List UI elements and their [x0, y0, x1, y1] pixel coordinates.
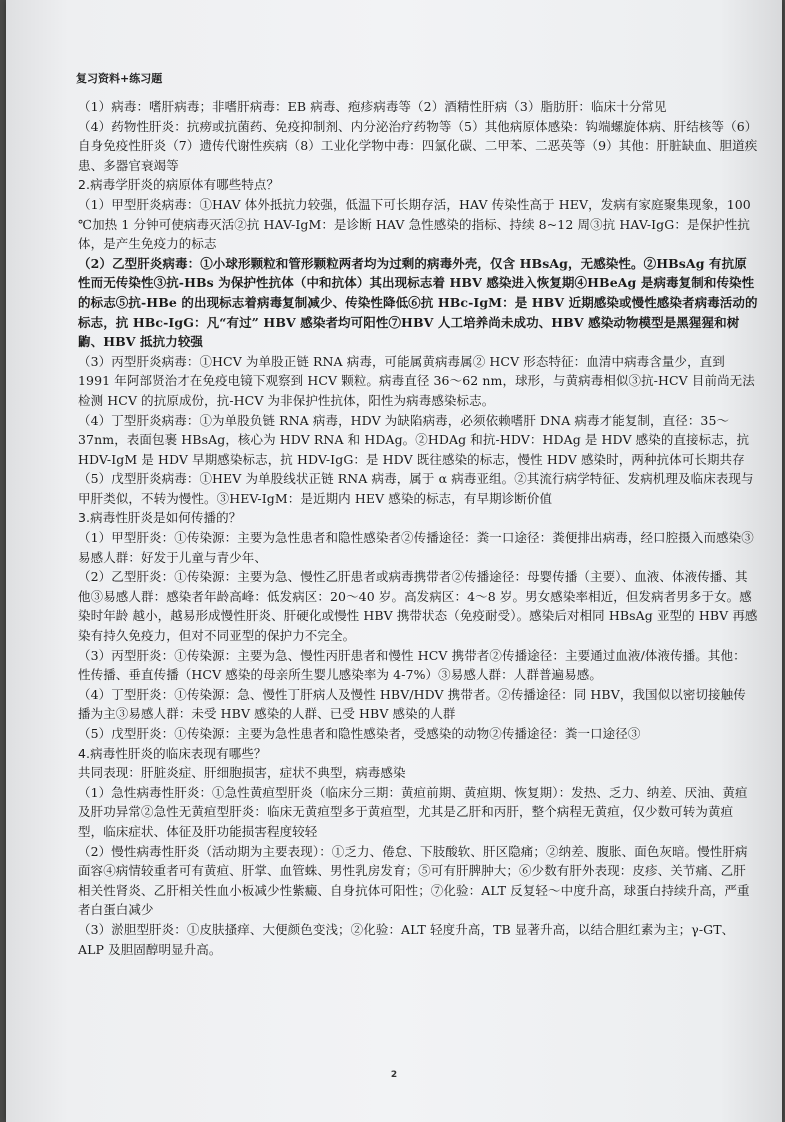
page-header: 复习资料+练习题 [76, 72, 163, 85]
section-heading: 4.病毒性肝炎的临床表现有哪些？ [78, 745, 267, 761]
paragraph: （1）甲型肝炎：①传染源：主要为急性患者和隐性感染者②传播途径：粪一口途径：粪便排出病毒，经口腔摄入而感染③易感人群：好发于儿童与青少年、 [78, 530, 754, 565]
paragraph: （3）丙型肝炎：①传染源：主要为急、慢性丙肝患者和慢性 HCV 携带者②传播途径：主要通过血液/体液传播。其他：性传播、垂直传播（HCV 感染的母亲所生婴儿感染率为 4-7%）③易感人群：人群普遍易感。 [78, 647, 746, 683]
section-heading: 2.病毒学肝炎的病原体有哪些特点？ [78, 177, 280, 193]
paragraph: （5）戊型肝炎：①传染源：主要为急性患者和隐性感染者，受感染的动物②传播途径：粪一口途径③ [78, 726, 641, 741]
paragraph-bold: （2）乙型肝炎病毒：①小球形颗粒和管形颗粒两者均为过剩的病毒外壳，仅含 HBsAg，无感染性。②HBsAg 有抗原性而无传染性③抗-HBs 为保护性抗体（中和抗体）其出现标志着 HBV 感染进入恢复期④HBeAg 是病毒复制和传染性的标志⑤抗-HBe 的出现标志着病毒复制减少、传染性降低⑥抗 HBc-IgM：是 HBV 近期感染或慢性感染者病毒活动的标志，抗 HBc-IgG：凡“有过” HBV 感染者均可阳性⑦HBV 人工培养尚未成功、HBV 感染动物模型是黑猩猩和树鼩、HBV 抵抗力较强 [78, 255, 758, 350]
paragraph: （5）戊型肝炎病毒：①HEV 为单股线状正链 RNA 病毒，属于 α 病毒亚组。②其流行病学特征、发病机理及临床表现与甲肝类似，不转为慢性。③HEV-IgM：是近期内 HEV 感染的标志，有早期诊断价值 [78, 471, 754, 506]
page-body [78, 97, 758, 959]
document-page [6, 0, 782, 1122]
paragraph: （2）乙型肝炎：①传染源：主要为急、慢性乙肝患者或病毒携带者②传播途径：母婴传播（主要）、血液、体液传播、其他③易感人群：感染者年龄高峰：低发病区：20～40 岁。高发病区：4～8 岁。男女感染率相近，但发病者男多于女。感染时年龄 越小，越易形成慢性肝炎、肝硬化或慢性 HBV 携带状态（免疫耐受）。感染后对相同 HBsAg 亚型的 HBV 再感染有持久免疫力，但对不同亚型的保护力不完全。 [78, 569, 758, 644]
paragraph: （1）急性病毒性肝炎：①急性黄疸型肝炎（临床分三期：黄疸前期、黄疸期、恢复期）：发热、乏力、纳差、厌油、黄疸及肝功异常②急性无黄疸型肝炎：临床无黄疸型多于黄疸型，尤其是乙肝和丙肝，整个病程无黄疸，仅少数可转为黄疸型，临床症状、体征及肝功能损害程度较轻 [78, 784, 748, 839]
paragraph: （1）甲型肝炎病毒：①HAV 体外抵抗力较强，低温下可长期存活，HAV 传染性高于 HEV，发病有家庭聚集现象，100 ℃加热 1 分钟可使病毒灭活②抗 HAV-IgM：是诊断 HAV 急性感染的指标、持续 8~12 周③抗 HAV-IgG：是保护性抗体，是产生免疫力的标志 [78, 196, 751, 252]
page-number: 2 [390, 1070, 398, 1080]
paragraph: （4）药物性肝炎：抗痨或抗菌药、免疫抑制剂、内分泌治疗药物等（5）其他病原体感染：钩端螺旋体病、肝结核等（6）自身免疫性肝炎（7）遗传代谢性疾病（8）工业化学物中毒：四氯化碳、二甲苯、二恶英等（9）其他：肝脏缺血、胆道疾患、多器官衰竭等 [78, 118, 758, 173]
paragraph: （4）丁型肝炎：①传染源：急、慢性丁肝病人及慢性 HBV/HDV 携带者。②传播途径：同 HBV，我国似以密切接触传播为主③易感人群：未受 HBV 感染的人群、已受 HBV 感染的人群 [78, 686, 746, 722]
section-heading: 3.病毒性肝炎是如何传播的？ [78, 510, 242, 526]
paragraph: （2）慢性病毒性肝炎（活动期为主要表现）：①乏力、倦怠、下肢酸软、肝区隐痛；②纳差、腹胀、面色灰暗。慢性肝病面容④病情较重者可有黄疸、肝掌、血管蛛、男性乳房发育；⑤可有肝脾肿大；⑥少数有肝外表现：皮疹、关节痛、乙肝相关性肾炎、乙肝相关性血小板减少性紫癜、自身抗体可阳性；⑦化验：ALT 反复轻～中度升高，球蛋白持续升高，严重者白蛋白减少 [78, 843, 750, 918]
paragraph: （3）淤胆型肝炎：①皮肤搔痒、大便颜色变浅；②化验：ALT 轻度升高，TB 显著升高，以结合胆红素为主；γ-GT、ALP 及胆固醇明显升高。 [78, 921, 735, 957]
paragraph: （3）丙型肝炎病毒：①HCV 为单股正链 RNA 病毒，可能属黄病毒属② HCV 形态特征：血清中病毒含量少，直到 1991 年阿部贤治才在免疫电镜下观察到 HCV 颗粒。病毒直径 36～62 nm，球形，与黄病毒相似③抗-HCV 目前尚无法检测 HCV 的抗原成份，抗-HCV 为非保护性抗体，阳性为病毒感染标志。 [78, 353, 755, 408]
paragraph: 共同表现：肝脏炎症、肝细胞损害，症状不典型，病毒感染 [78, 765, 406, 781]
paragraph: （4）丁型肝炎病毒：①为单股负链 RNA 病毒，HDV 为缺陷病毒，必须依赖嗜肝 DNA 病毒才能复制，直径：35～37nm，表面包裹 HBsAg，核心为 HDV RNA 和 HDAg。②HDAg 和抗-HDV：HDAg 是 HDV 感染的直接标志，抗 HDV-IgM 是 HDV 早期感染标志，抗 HDV-IgG：是 HDV 既往感染的标志，慢性 HDV 感染时，两种抗体可长期共存 [78, 412, 750, 467]
paragraph: （1）病毒：嗜肝病毒；非嗜肝病毒：EB 病毒、疱疹病毒等（2）酒精性肝病（3）脂肪肝：临床十分常见 [78, 99, 667, 114]
